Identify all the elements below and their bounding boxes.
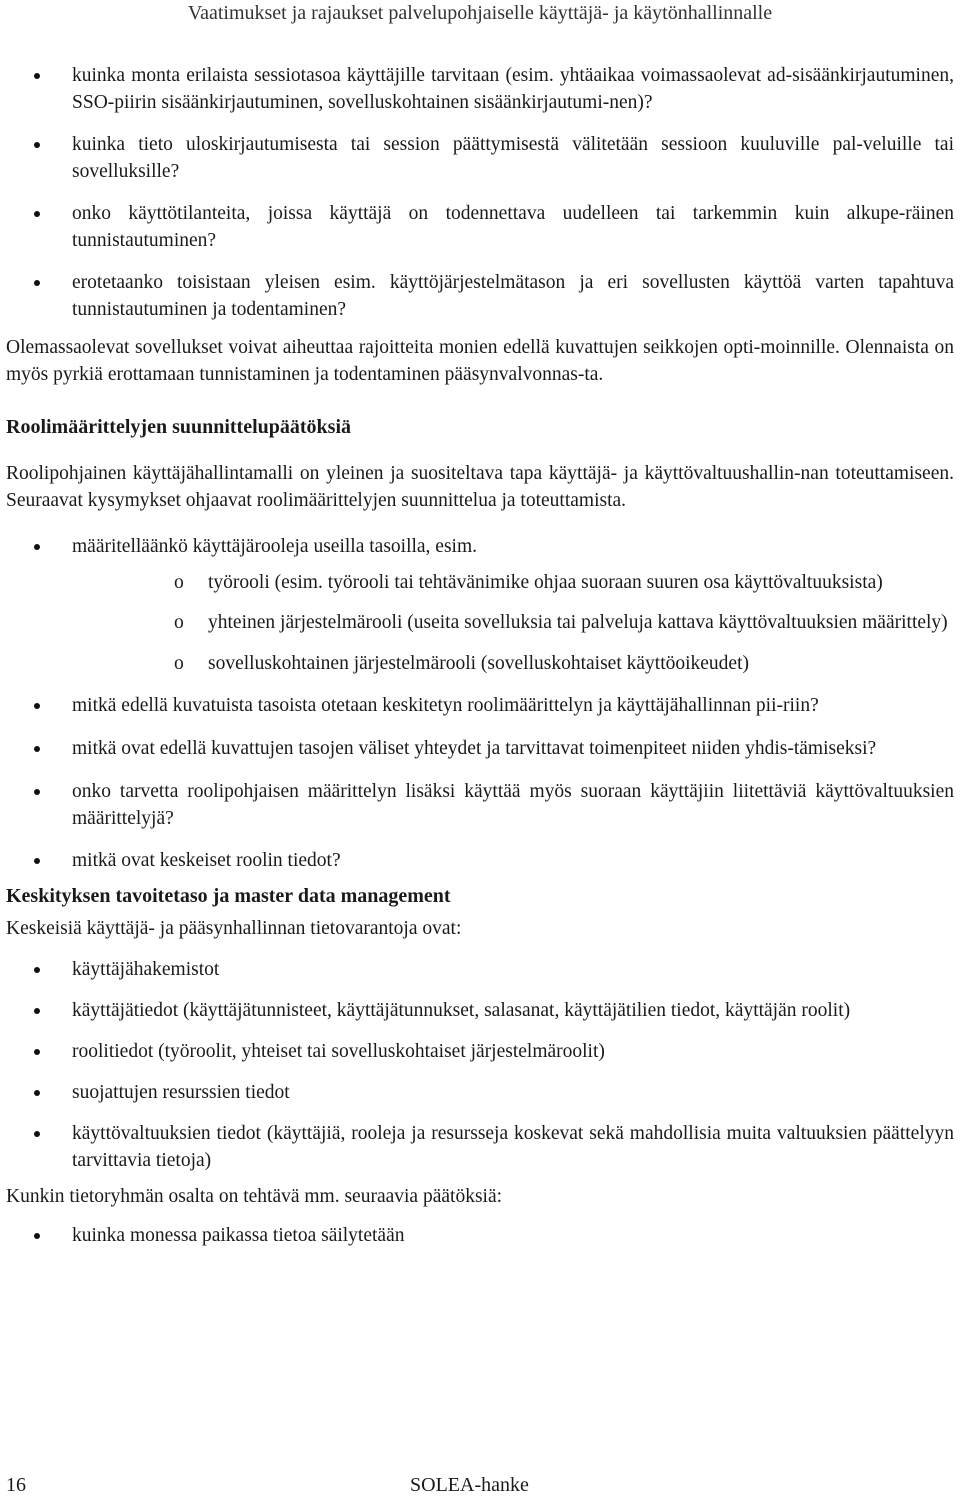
bullet-icon — [34, 703, 40, 709]
bullet-icon — [34, 211, 40, 217]
page-number: 16 — [6, 1474, 26, 1496]
paragraph-decisions-intro: Kunkin tietoryhmän osalta on tehtävä mm. seuraavia päätöksiä: — [6, 1186, 503, 1207]
sublist-item — [72, 650, 954, 677]
list-item-text: mitkä ovat edellä kuvattujen tasojen väliset yhteydet ja tarvittavat toimenpiteet niiden yhdis-tämiseksi? — [72, 738, 877, 759]
sublist-item-text: yhteinen järjestelmärooli (useita sovelluksia tai palveluja kattava käyttövaltuuksien määrittely) — [208, 612, 948, 633]
bullet-icon — [34, 1008, 40, 1014]
list-item-text: onko käyttötilanteita, joissa käyttäjä on todennettava uudelleen tai tarkemmin kuin alkupe-räinen tunnistautuminen? — [72, 203, 954, 251]
list-item — [6, 200, 954, 254]
list-item-text: mitkä ovat keskeiset roolin tiedot? — [72, 850, 341, 871]
bullet-icon — [34, 1233, 40, 1239]
bullet-icon — [34, 746, 40, 752]
bullet-icon — [34, 1049, 40, 1055]
list-item — [6, 533, 954, 677]
list-item-text: kuinka monta erilaista sessiotasoa käyttäjille tarvitaan (esim. yhtäaikaa voimassaolevat ad-sisäänkirjautuminen, SSO-piirin sisäänkirjautuminen, sovelluskohtainen sisäänkirjautumi-nen)? — [72, 65, 954, 113]
paragraph-role-based: Roolipohjainen käyttäjähallintamalli on yleinen ja suositeltava tapa käyttäjä- ja käyttövaltuushallin-nan toteuttamiseen. Seuraavat kysymykset ohjaavat roolimäärittelyjen suunnittelua ja toteuttamista. — [6, 463, 954, 511]
running-header: Vaatimukset ja rajaukset palvelupohjaiselle käyttäjä- ja käytönhallinnalle — [187, 2, 773, 24]
list-item — [6, 956, 954, 983]
role-level-sublist — [72, 569, 954, 677]
list-item-text: käyttäjähakemistot — [72, 959, 220, 980]
list-item — [6, 847, 954, 874]
list-item-text: kuinka monessa paikassa tietoa säilytetään — [72, 1225, 405, 1246]
footer-title: SOLEA-hanke — [410, 1474, 529, 1496]
bullet-icon — [34, 73, 40, 79]
list-item-text: erotetaanko toisistaan yleisen esim. käyttöjärjestelmätason ja eri sovellusten käyttöä varten tapahtuva tunnistautuminen ja todentaminen? — [72, 272, 954, 320]
paragraph-existing-apps: Olemassaolevat sovellukset voivat aiheuttaa rajoitteita monien edellä kuvattujen seikkojen opti-moinnille. Olennaista on myös pyrkiä erottamaan tunnistaminen ja todentaminen pääsynvalvonnas-ta. — [6, 337, 954, 385]
bullet-icon — [34, 967, 40, 973]
list-item — [6, 131, 954, 185]
list-item — [6, 735, 954, 762]
circle-bullet-icon: o — [174, 612, 184, 633]
list-item — [6, 62, 954, 116]
decisions-list — [6, 1222, 954, 1249]
list-item — [6, 1222, 954, 1249]
list-item — [6, 778, 954, 832]
list-item-text: roolitiedot (työroolit, yhteiset tai sovelluskohtaiset järjestelmäroolit) — [72, 1041, 605, 1062]
circle-bullet-icon: o — [174, 572, 184, 593]
sublist-item-text: työrooli (esim. työrooli tai tehtävänimike ohjaa suoraan suuren osa käyttövaltuuksista) — [208, 572, 883, 593]
list-item — [6, 1079, 954, 1106]
bullet-icon — [34, 1131, 40, 1137]
sublist-item — [72, 609, 954, 636]
data-stores-list — [6, 956, 954, 1174]
list-item-text: käyttäjätiedot (käyttäjätunnisteet, käyttäjätunnukset, salasanat, käyttäjätilien tiedot, käyttäjän roolit) — [72, 1000, 851, 1021]
bullet-icon — [34, 280, 40, 286]
list-item-text: määritelläänkö käyttäjärooleja useilla tasoilla, esim. — [72, 536, 478, 557]
list-item — [6, 997, 954, 1024]
page-content — [6, 62, 954, 1249]
list-item-text: käyttövaltuuksien tiedot (käyttäjiä, rooleja ja resursseja koskevat sekä mahdollisia muita valtuuksien päättelyyn tarvittavia tietoja) — [72, 1123, 954, 1171]
list-item — [6, 269, 954, 323]
heading-role-definitions: Roolimäärittelyjen suunnittelupäätöksiä — [6, 416, 352, 438]
list-item-text: kuinka tieto uloskirjautumisesta tai session päättymisestä välitetään sessioon kuuluville pal-veluille tai sovelluksille? — [72, 134, 954, 182]
bullet-icon — [34, 142, 40, 148]
role-questions-list — [6, 533, 954, 874]
bullet-icon — [34, 858, 40, 864]
sublist-item — [72, 569, 954, 596]
list-item-text: mitkä edellä kuvatuista tasoista otetaan keskitetyn roolimäärittelyn ja käyttäjähallinnan pii-riin? — [72, 695, 819, 716]
list-item — [6, 692, 954, 719]
bullet-icon — [34, 1090, 40, 1096]
list-item-text: onko tarvetta roolipohjaisen määrittelyn lisäksi käyttää myös suoraan käyttäjiin liitettäviä käyttövaltuuksien määrittelyjä? — [72, 781, 954, 829]
list-item — [6, 1038, 954, 1065]
sublist-item-text: sovelluskohtainen järjestelmärooli (sovelluskohtaiset käyttöoikeudet) — [208, 653, 750, 674]
list-item — [6, 1120, 954, 1174]
bullet-icon — [34, 544, 40, 550]
circle-bullet-icon: o — [174, 653, 184, 674]
paragraph-data-stores-intro: Keskeisiä käyttäjä- ja pääsynhallinnan tietovarantoja ovat: — [6, 918, 462, 939]
list-item-text: suojattujen resurssien tiedot — [72, 1082, 290, 1103]
session-questions-list — [6, 62, 954, 323]
heading-master-data: Keskityksen tavoitetaso ja master data management — [6, 885, 451, 907]
bullet-icon — [34, 789, 40, 795]
